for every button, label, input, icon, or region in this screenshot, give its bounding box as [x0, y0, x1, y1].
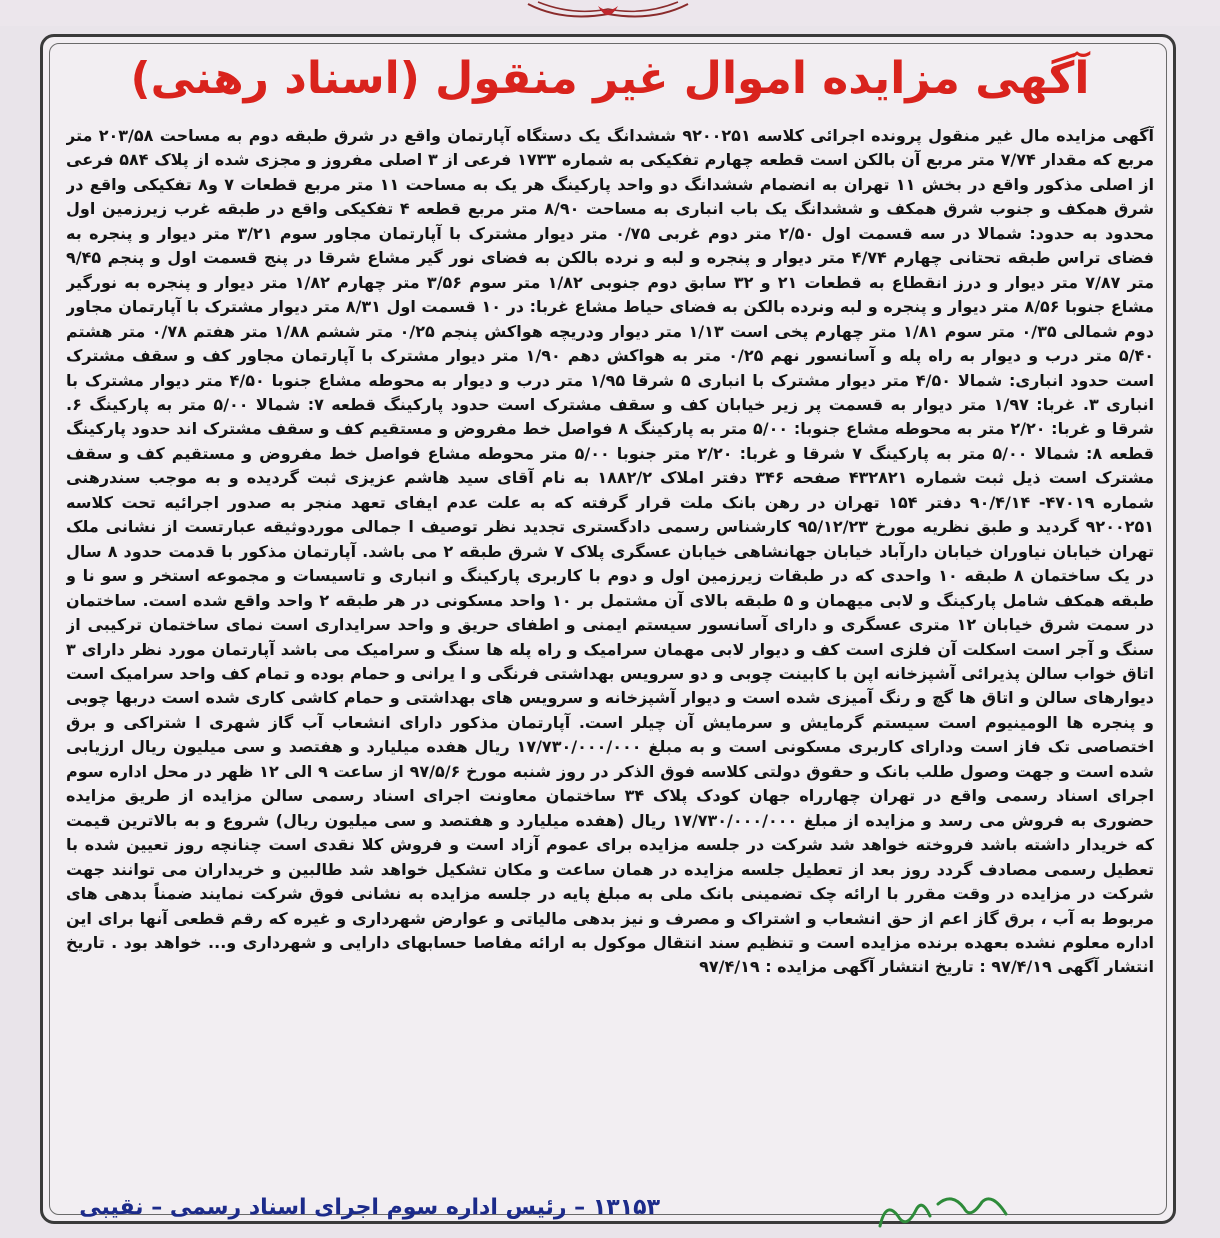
notice-title: آگهی مزایده اموال غیر منقول (اسناد رهنی)	[130, 53, 1090, 104]
notice-body: آگهی مزایده مال غیر منقول پرونده اجرائی کلاسه ۹۲۰۰۲۵۱ ششدانگ یک دستگاه آپارتمان واقع در شرق طبقه دوم به مساحت ۲۰۳/۵۸ متر مربع که مقدار ۷/۷۴ متر مربع آن بالکن است قطعه چهارم تفکیکی به شماره ۱۷۳۳ فرعی از ۳ اصلی مفروز و مجزی شده از پلاک ۵۸۴ فرعی از اصلی مذکور واقع در بخش ۱۱ تهران به انضمام ششدانگ دو واحد پارکینگ هر یک به مساحت ۱۱ متر مربع قطعات ۷ و۸ تفکیکی واقع در شرق همکف و جنوب شرق همکف و ششدانگ یک باب انباری به مساحت ۸/۹۰ متر مربع قطعه ۴ تفکیکی واقع در طبقه غرب زیرزمین اول محدود به حدود: شمالا در سه قسمت اول ۲/۵۰ متر دوم غربی ۰/۷۵ متر دیوار مشترک با آپارتمان مجاور سوم ۳/۲۱ متر دیوار و پنجره به فضای تراس طبقه تحتانی چهارم ۴/۷۴ متر دیوار و پنجره و لبه و نرده بالکن به فضای نور گیر مشاع شرقا در پنج قسمت اول و پنجم ۹/۴۵ متر ۷/۸۷ متر دیوار و درز انقطاع به قطعات ۲۱ و ۳۲ سابق دوم جنوبی ۱/۸۲ متر سوم ۳/۵۶ متر چهارم ۱/۸۲ متر دیوار و پنجره به نورگیر مشاع جنوبا ۸/۵۶ متر دیوار و پنجره و لبه ونرده بالکن به فضای حیاط مشاع غربا: در ۱۰ قسمت اول ۸/۳۱ متر دیوار مشترک با آپارتمان مجاور دوم شمالی ۰/۳۵ متر سوم ۱/۸۱ متر چهارم پخی است ۱/۱۳ متر دیوار ودریچه هواکش پنجم ۰/۲۵ متر ششم ۱/۸۸ متر هفتم ۰/۷۸ متر هشتم ۵/۴۰ متر درب و دیوار به راه پله و آسانسور نهم ۰/۲۵ متر به هواکش دهم ۱/۹۰ متر دیوار مشترک با آپارتمان مجاور کف و سقف مشترک است حدود انباری: شمالا ۴/۵۰ متر دیوار مشترک با انباری ۵ شرقا ۱/۹۵ متر درب و دیوار به محوطه مشاع جنوبا ۴/۵۰ متر دیوار مشترک با انباری ۳. غربا: ۱/۹۷ متر دیوار به قسمت پر زیر خیابان کف و سقف مشترک است حدود پارکینگ قطعه ۷: شمالا ۵/۰۰ متر به پارکینگ ۶. شرقا و غربا: ۲/۲۰ متر به محوطه مشاع جنوبا: ۵/۰۰ متر به پارکینگ ۸ فواصل خط مفروض و مستقیم کف و سقف مشترک اند حدود پارکینگ قطعه ۸: شمالا ۵/۰۰ متر به پارکینگ ۷ شرقا و غربا: ۲/۲۰ متر جنوبا ۵/۰۰ متر محوطه مشاع فواصل خط مفروض و مستقیم کف و سقف مشترک است ذیل ثبت شماره ۴۳۲۸۲۱ صفحه ۳۴۶ دفتر املاک ۱۸۸۲/۲ به نام آقای سید هاشم عزیزی ثبت گردیده و به موجب سندرهنی شماره ۴۷۰۱۹- ۹۰/۴/۱۴ دفتر ۱۵۴ تهران در رهن بانک ملت قرار گرفته که به علت عدم ایفای تعهد منجر به صدور اجرائیه تحت کلاسه ۹۲۰۰۲۵۱ گردید و طبق نظریه مورخ ۹۵/۱۲/۲۳ کارشناس رسمی دادگستری تجدید نظر توصیف ا جمالی موردوثیقه عبارتست از نشانی ملک تهران خیابان نیاوران خیابان دارآباد خیابان جهانشاهی خیابان عسگری پلاک ۷ شرق طبقه ۲ می باشد. آپارتمان مذکور با قدمت حدود ۸ سال در یک ساختمان ۸ طبقه ۱۰ واحدی که در طبقات زیرزمین اول و دوم با کاربری پارکینگ و انباری و تاسیسات و مجموعه استخر و سو نا و طبقه همکف شامل پارکینگ و لابی میهمان و ۵ طبقه بالای آن مشتمل بر ۱۰ واحد مسکونی در هر طبقه ۲ واحد واقع شده است. ساختمان در سمت شرق خیابان ۱۲ متری عسگری و دارای آسانسور سیستم ایمنی و اطفای حریق و واحد سرایداری است نمای ساختمان ترکیبی از سنگ و آجر است اسکلت آن فلزی است کف و دیوار لابی مهمان سرامیک و راه پله ها سنگ و سرامیک می باشد آپارتمان مورد نظر دارای ۳ اتاق خواب سالن پذیرائی آشپزخانه اپن با کابینت چوبی و دو سرویس بهداشتی فرنگی و ا یرانی و حمام بوده و تمام کف واحد سرامیک است دیوارهای سالن و اتاق ها گچ و رنگ آمیزی شده است و دیوار آشپزخانه و سرویس های بهداشتی و حمام کاشی کاری شده است دربها چوبی و پنجره ها الومینیوم است سیستم گرمایش و سرمایش آن چیلر است. آپارتمان مذکور دارای انشعاب آب گاز شهری ا شتراکی و برق اختصاصی تک فاز است ودارای کاربری مسکونی است و به مبلغ ۱۷/۷۳۰/۰۰۰/۰۰۰ ریال هفده میلیارد و هفتصد و سی میلیون ریال ارزیابی شده است و جهت وصول طلب بانک و حقوق دولتی کلاسه فوق الذکر در روز شنبه مورخ ۹۷/۵/۶ از ساعت ۹ الی ۱۲ ظهر در محل اداره سوم اجرای اسناد رسمی واقع در تهران چهارراه جهان کودک پلاک ۳۴ ساختمان معاونت اجرای اسناد رسمی سالن مزایده از طریق مزایده حضوری به فروش می رسد و مزایده از مبلغ ۱۷/۷۳۰/۰۰۰/۰۰۰ ریال (هفده میلیارد و هفتصد و سی میلیون ریال) شروع و به بالاترین قیمت که خریدار داشته باشد فروخته خواهد شد شرکت در جلسه مزایده برای عموم آزاد است و فروش کلا نقدی است چنانچه روز تعیین شده با تعطیل رسمی مصادف گردد روز بعد از تعطیل جلسه مزایده در همان ساعت و مکان تشکیل خواهد شد طالبین و خریداران می توانند جهت شرکت در مزایده در وقت مقرر با ارائه چک تضمینی بانک ملی به مبلغ پایه در جلسه مزایده به نشانی فوق شرکت نمایند ضمناً بدهی های مربوط به آب ، برق گاز اعم از حق انشعاب و اشتراک و مصرف و نیز بدهی مالیاتی و عوارض شهرداری و غیره که رقم قطعی آنها برای این اداره معلوم نشده بعهده برنده مزایده است و تنظیم سند انتقال موکول به ارائه مفاصا حسابهای دارایی و شهرداری و... خواهد بود . تاریخ انتشار آگهی ۹۷/۴/۱۹ : تاریخ انتشار آگهی مزایده : ۹۷/۴/۱۹	[66, 126, 1154, 977]
footer-signatory: – رئیس اداره سوم اجرای اسناد رسمی – نقیبی	[79, 1195, 593, 1220]
top-ornament-bar	[0, 0, 1220, 26]
handwritten-signature-icon	[872, 1186, 1022, 1238]
top-ornament-icon	[518, 0, 698, 26]
notice-footer	[60, 1188, 660, 1228]
footer-code: ۱۳۱۵۳	[592, 1195, 660, 1220]
